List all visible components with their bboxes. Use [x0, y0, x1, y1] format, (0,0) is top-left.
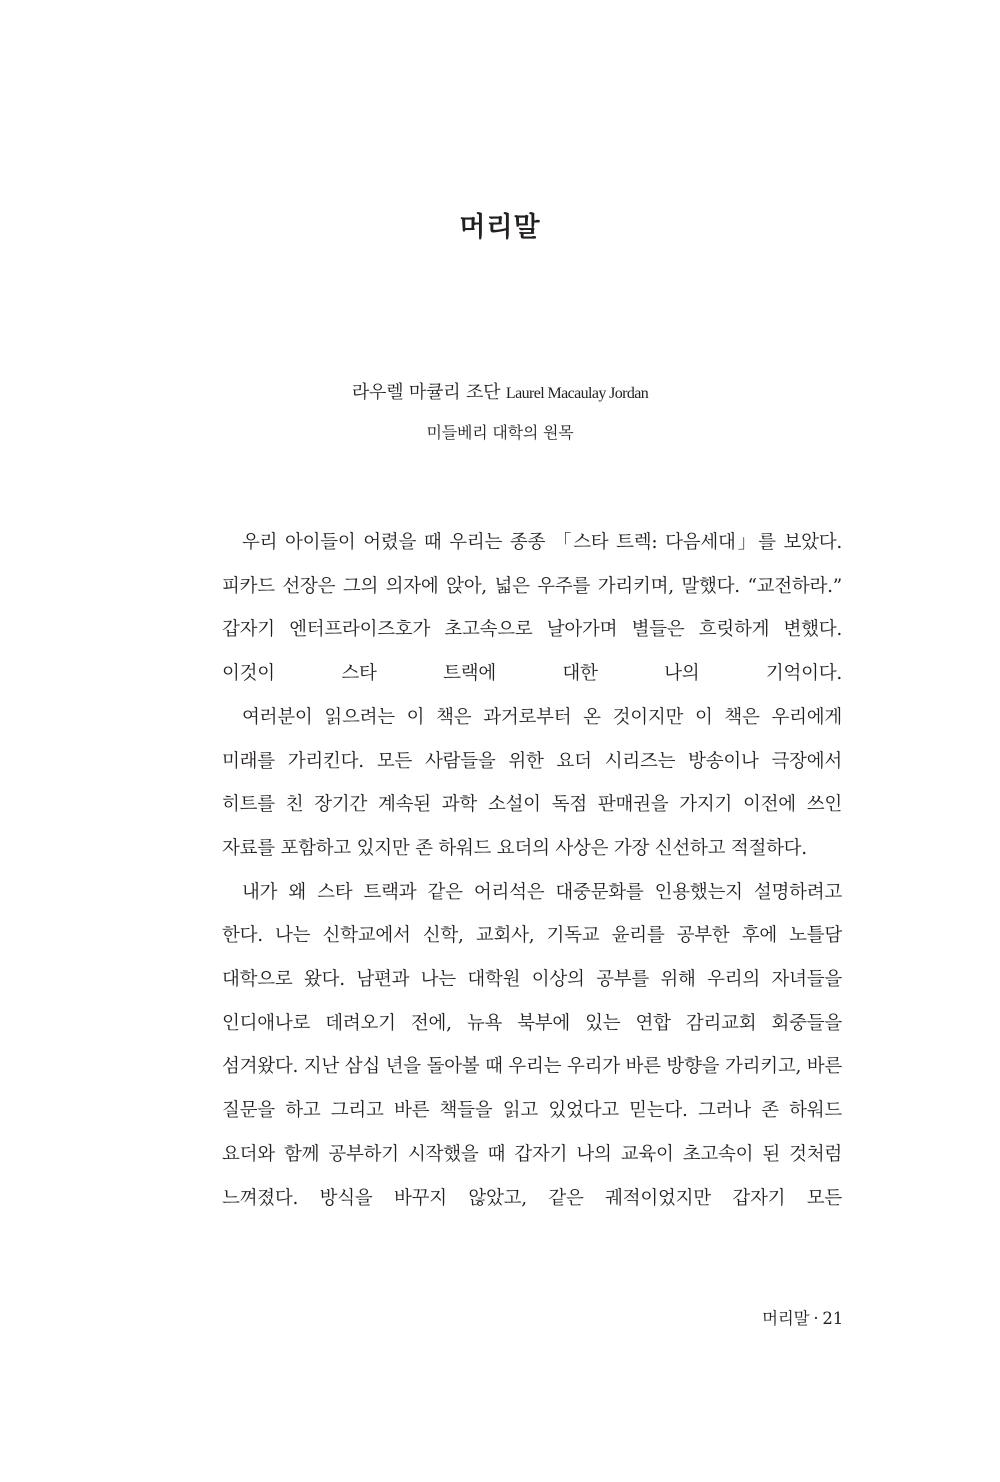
- author-name: [0, 378, 1000, 409]
- paragraph-3: 내가 왜 스타 트랙과 같은 어리석은 대중문화를 인용했는지 설명하려고 한다. 나는 신학교에서 신학, 교회사, 기독교 윤리를 공부한 후에 노틀담 대학으로 왔다. 남편과 나는 대학원 이상의 공부를 위해 우리의 자녀들을 인디애나로 데려오기 전에, 뉴욕 북부에 있는 연합 감리교회 회중들을 섬겨왔다. 지난 삼십 년을 돌아볼 때 우리는 우리가 바른 방향을 가리키고, 바른 질문을 하고 그리고 바른 책들을 읽고 있었다고 믿는다. 그러나 존 하워드 요더와 함께 공부하기 시작했을 때 갑자기 나의 교육이 초고속이 된 것처럼 느껴졌다. 방식을 바꾸지 않았고, 같은 궤적이었지만 갑자기 모든: [222, 881, 842, 1209]
- chapter-title: 머리말: [459, 212, 541, 243]
- page-footer: [762, 1305, 843, 1329]
- paragraph-1: 우리 아이들이 어렸을 때 우리는 종종 「스타 트렉: 다음세대」를 보았다. 피카드 선장은 그의 의자에 앉아, 넓은 우주를 가리키며, 말했다. “교전하라.” 갑자기 엔터프라이즈호가 초고속으로 날아가며 별들은 흐릿하게 변했다. 이것이 스타 트랙에 대한 나의 기억이다.: [222, 532, 842, 685]
- author-block: [0, 378, 1000, 448]
- running-title: 머리말: [762, 1309, 810, 1328]
- author-role: 미들베리 대학의 원목: [426, 423, 574, 442]
- author-name-latin: Laurel Macaulay Jordan: [505, 385, 649, 402]
- paragraph-2: 여러분이 읽으려는 이 책은 과거로부터 온 것이지만 이 책은 우리에게 미래를 가리킨다. 모든 사람들을 위한 요더 시리즈는 방송이나 극장에서 히트를 친 장기간 계속된 과학 소설이 독점 판매권을 가지기 이전에 쓰인 자료를 포함하고 있지만 존 하워드 요더의 사상은 가장 신선하고 적절하다.: [222, 706, 842, 859]
- page-number: 21: [822, 1309, 843, 1328]
- author-name-korean: 라우렐 마큘리 조단: [351, 382, 501, 403]
- body-text: [222, 521, 842, 1220]
- footer-separator: ·: [813, 1309, 819, 1328]
